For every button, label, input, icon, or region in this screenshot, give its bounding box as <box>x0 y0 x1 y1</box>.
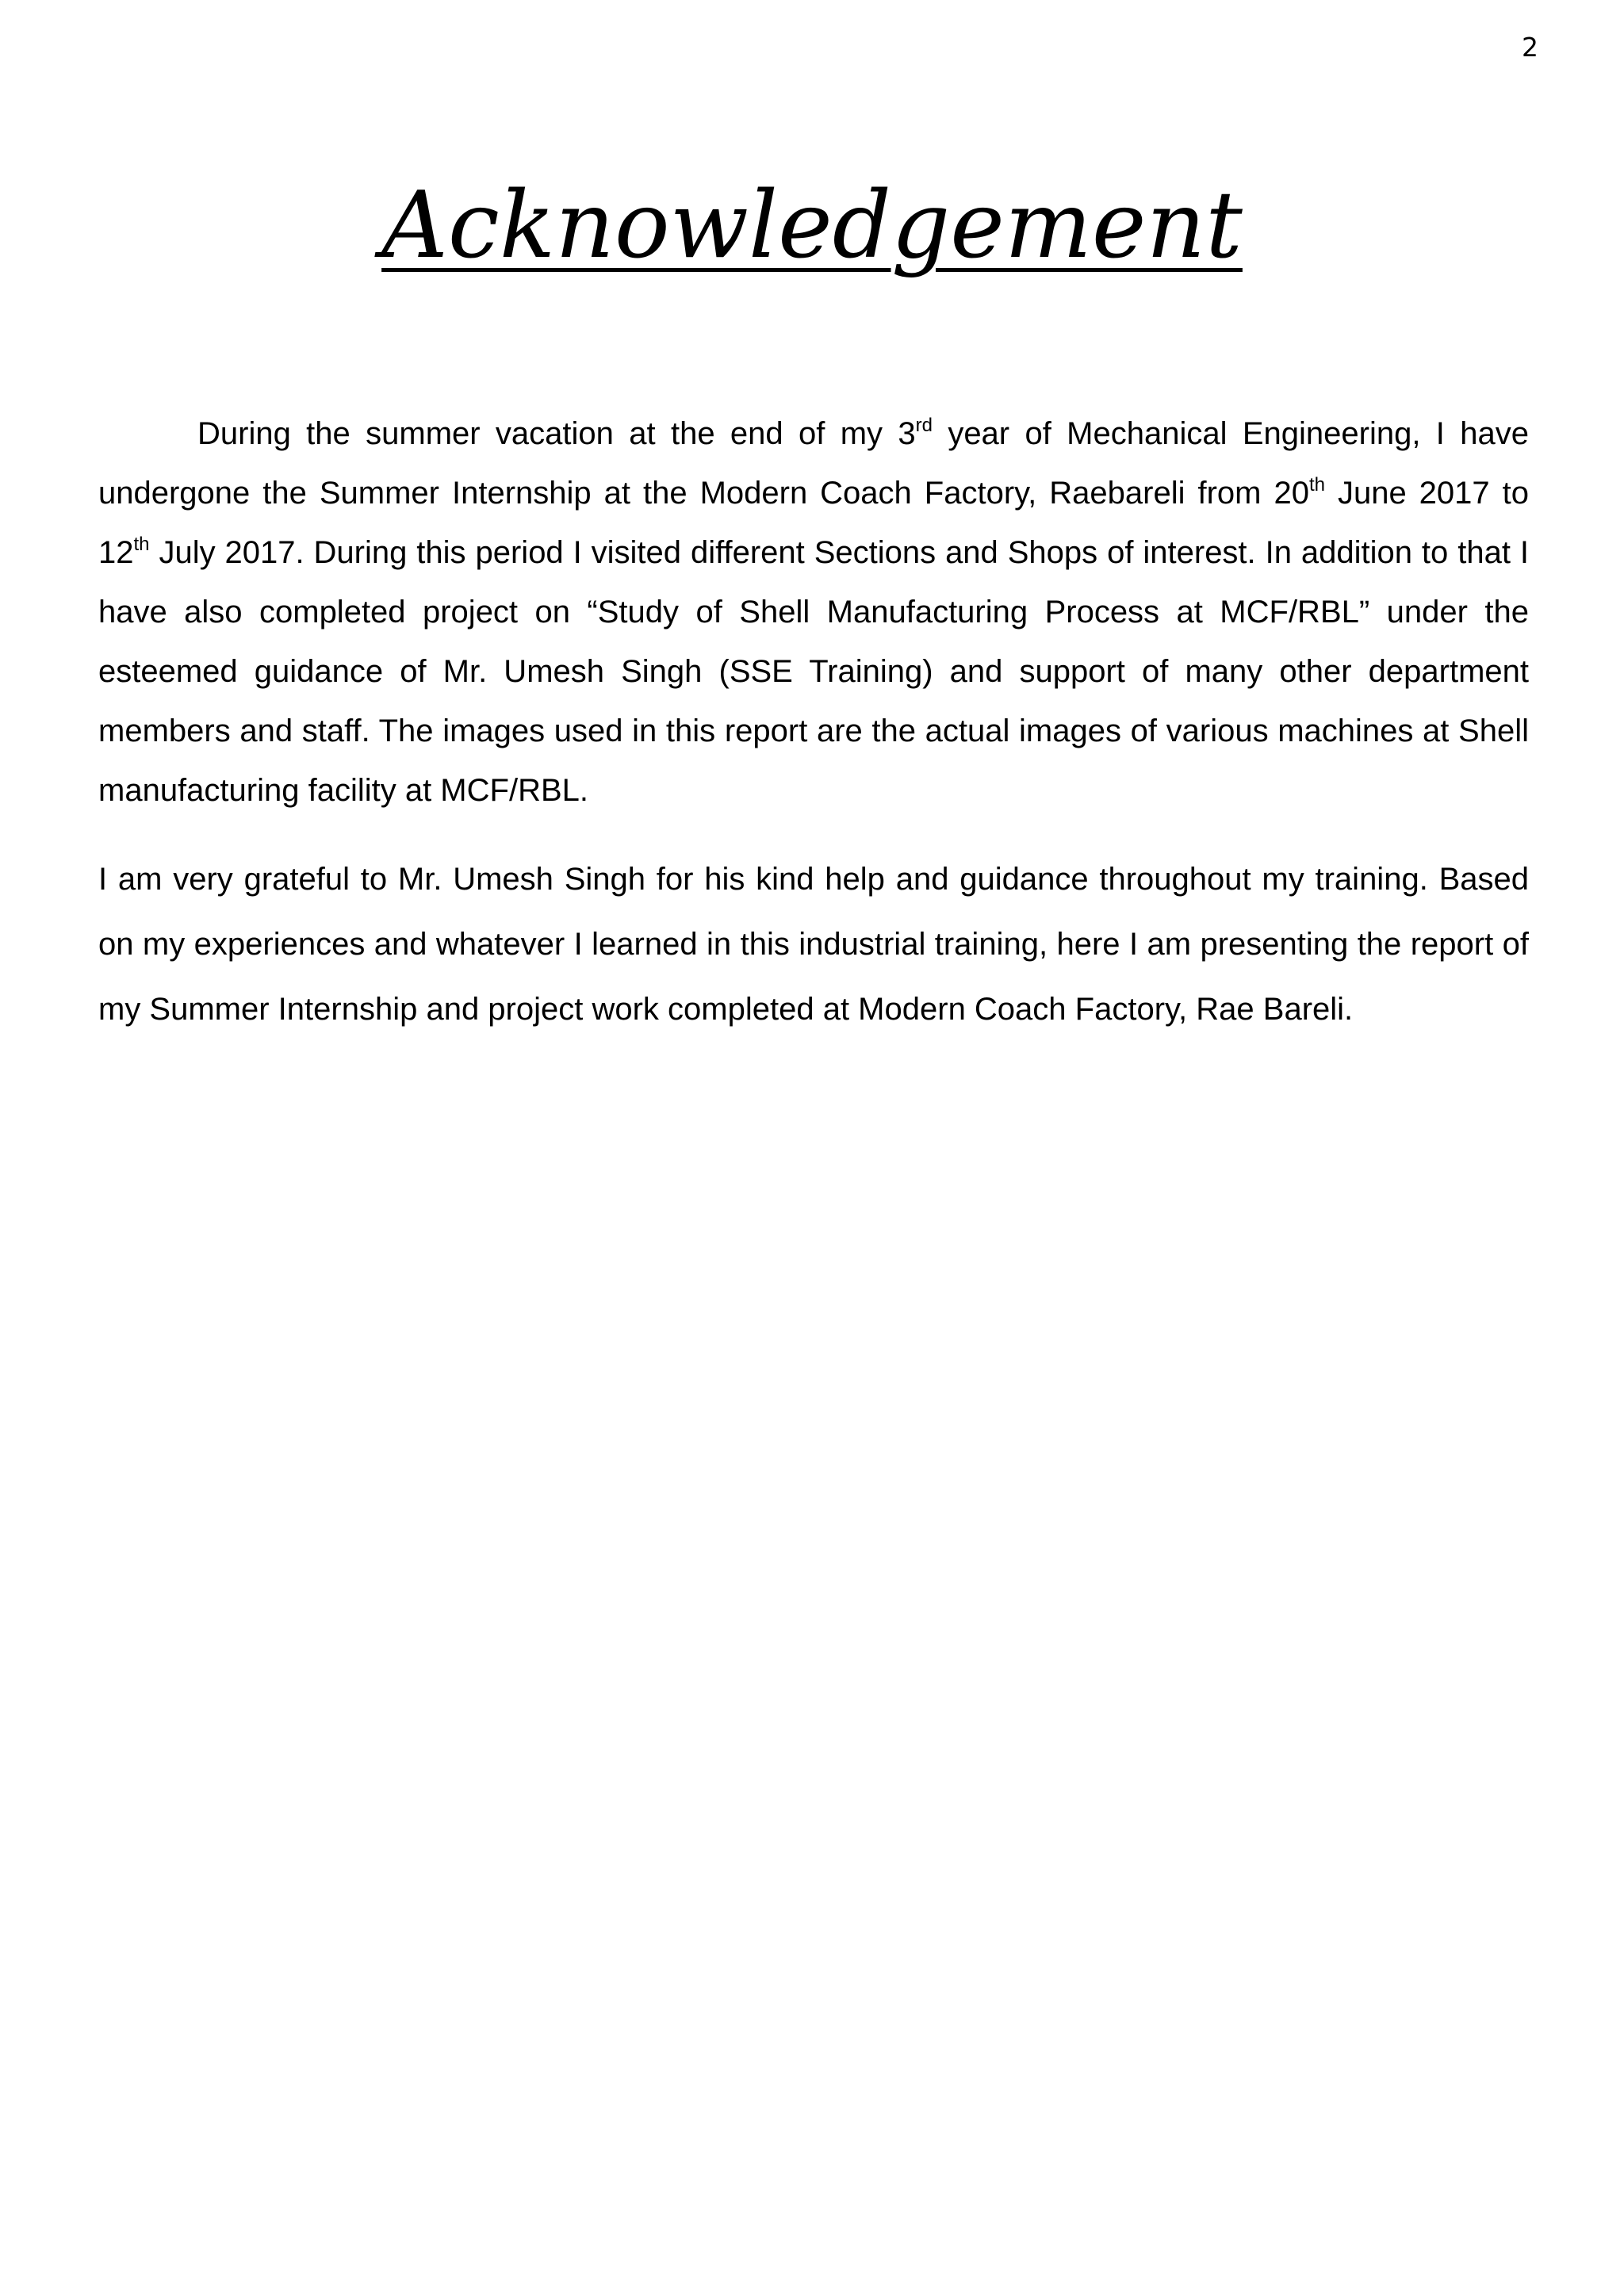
acknowledgement-paragraph-2: I am very grateful to Mr. Umesh Singh for his kind help and guidance throughout my training. Based on my experiences and whatever I learned in this industrial training, here I am presenting the report of my Summer Internship and project work completed at Modern Coach Factory, Rae Bareli. <box>98 862 1529 1027</box>
paragraph-1-segment: July 2017 <box>149 535 296 570</box>
superscript: rd <box>915 415 933 436</box>
page-title <box>0 166 1624 285</box>
superscript: th <box>1308 474 1325 496</box>
paragraph-1-segment: . During this period I visited different Sections and Shops of interest. In addition to that I have also completed project on <box>98 535 1529 629</box>
paragraph-1-segment: year of Mechanical Engineering, I have undergone the Summer Internship at the <box>98 416 1529 511</box>
paragraph-1-segment: Modern Coach Factory, Raebareli from 20 <box>699 476 1309 511</box>
acknowledgement-paragraph-1 <box>98 404 1529 821</box>
paragraph-1-segment: June 2017 to 12 <box>98 476 1530 570</box>
page-title-text: Acknowledgement <box>381 172 1243 279</box>
paragraph-1-segment: During the summer vacation at the end of my 3 <box>197 416 916 451</box>
page-number: 2 <box>1522 32 1538 63</box>
superscript: th <box>133 534 150 555</box>
paragraph-1-segment: under the esteemed guidance of Mr. Umesh Singh (SSE Training) and support of many other department members and staff. The images used in this report are the actual images of various machines at Shell manufacturing facility at MCF/RBL. <box>98 595 1529 808</box>
project-title: “Study of Shell Manufacturing Process at MCF/RBL” <box>587 595 1370 629</box>
